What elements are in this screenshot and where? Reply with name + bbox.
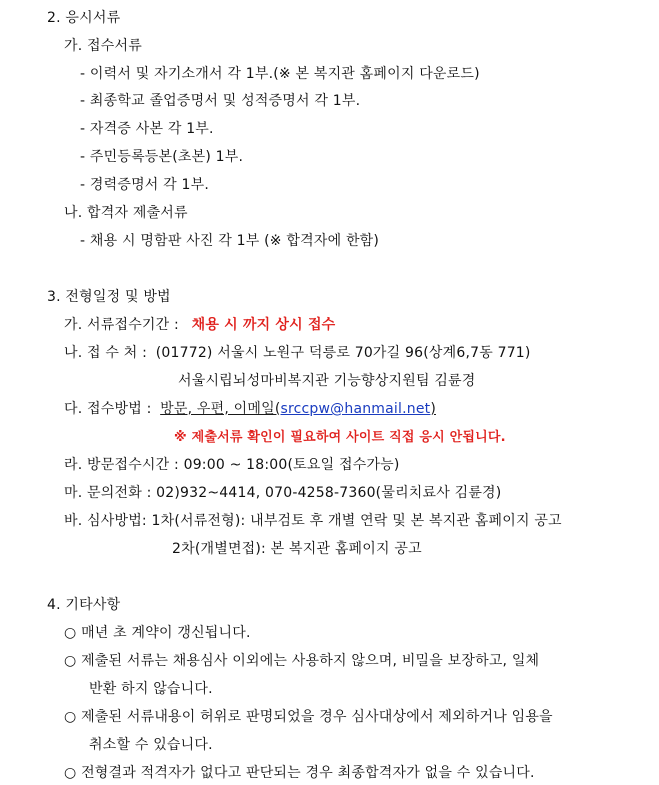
- list-item: - 경력증명서 각 1부.: [80, 177, 210, 193]
- application-period-label: 가. 서류접수기간 :: [64, 317, 179, 333]
- application-method-label: 다. 접수방법 :: [64, 401, 152, 417]
- list-item: ○ 전형결과 적격자가 없다고 판단되는 경우 최종합격자가 없을 수 있습니다.: [64, 765, 535, 781]
- reception-address-line1: (01772) 서울시 노원구 덕릉로 70가길 96(상계6,7동 771): [155, 345, 531, 361]
- list-item: ○ 제출된 서류는 채용심사 이외에는 사용하지 않으며, 비밀을 보장하고, 일체: [64, 653, 540, 669]
- section-2-title: 2. 응시서류: [47, 10, 121, 26]
- list-item: ○ 제출된 서류내용이 허위로 판명되었을 경우 심사대상에서 제외하거나 임용을: [64, 709, 553, 725]
- online-application-notice: ※ 제출서류 확인이 필요하여 사이트 직접 응시 안됩니다.: [174, 430, 506, 445]
- section-4-title: 4. 기타사항: [47, 597, 121, 613]
- screening-method-2: 2차(개별면접): 본 복지관 홈페이지 공고: [172, 541, 422, 557]
- application-period: [64, 315, 335, 335]
- application-method: [64, 399, 436, 419]
- list-item: ○ 매년 초 계약이 갱신됩니다.: [64, 625, 251, 641]
- application-period-value: 채용 시 까지 상시 접수: [191, 317, 336, 333]
- contact-phone: 마. 문의전화 : 02)932~4414, 070-4258-7360(물리치료사 김륜경): [64, 485, 502, 501]
- reception-label: 나. 접 수 처 :: [64, 345, 148, 361]
- subsection-application-docs: 가. 접수서류: [64, 38, 142, 54]
- list-item: - 주민등록등본(초본) 1부.: [80, 149, 244, 165]
- list-item: - 자격증 사본 각 1부.: [80, 121, 214, 137]
- list-item: - 최종학교 졸업증명서 및 성적증명서 각 1부.: [80, 93, 361, 109]
- list-item-continuation: 취소할 수 있습니다.: [89, 737, 213, 753]
- screening-method-1: 바. 심사방법: 1차(서류전형): 내부검토 후 개별 연락 및 본 복지관 홈페이지 공고: [64, 513, 562, 529]
- visit-reception-time: 라. 방문접수시간 : 09:00 ~ 18:00(토요일 접수가능): [64, 457, 400, 473]
- subsection-successful-docs: 나. 합격자 제출서류: [64, 205, 188, 221]
- application-method-value: 방문, 우편, 이메일(srccpw@hanmail.net): [160, 401, 436, 417]
- section-3-title: 3. 전형일정 및 방법: [47, 289, 171, 305]
- email-link[interactable]: srccpw@hanmail.net: [280, 401, 431, 417]
- list-item: - 이력서 및 자기소개서 각 1부.(※ 본 복지관 홈페이지 다운로드): [80, 66, 480, 82]
- list-item: - 채용 시 명함판 사진 각 1부 (※ 합격자에 한함): [80, 233, 380, 249]
- list-item-continuation: 반환 하지 않습니다.: [89, 681, 213, 697]
- reception-address-line2: 서울시립뇌성마비복지관 기능향상지원팀 김륜경: [178, 373, 476, 389]
- reception-address: [64, 343, 531, 363]
